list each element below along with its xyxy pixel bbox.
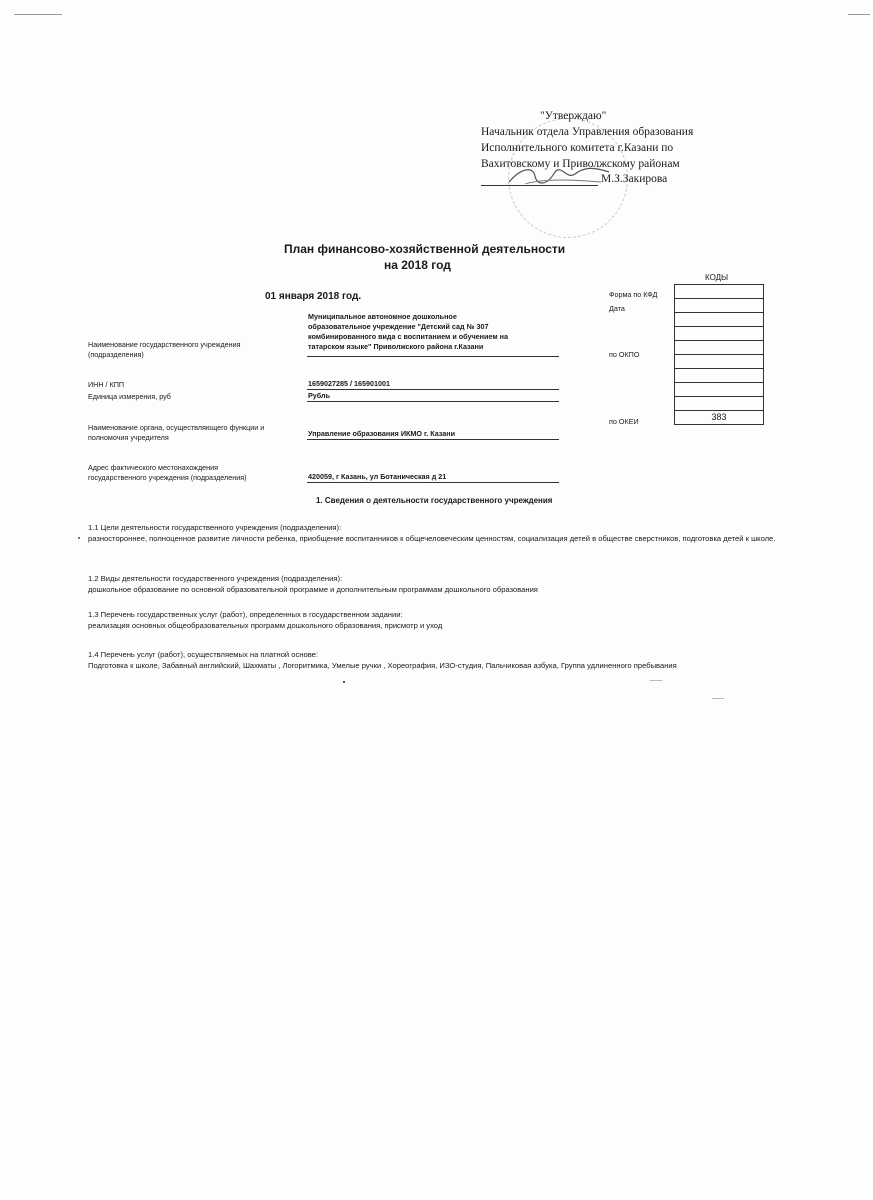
institution-name: татарском языке" Приволжского района г.Казани bbox=[308, 342, 484, 351]
code-date bbox=[675, 299, 764, 313]
section-heading: 1.4 Перечень услуг (работ), осуществляемых на платной основе: bbox=[88, 650, 318, 659]
codes-header: КОДЫ bbox=[705, 273, 729, 282]
founder-label: Наименование органа, осуществляющего функции и bbox=[88, 423, 265, 432]
signer-name: М.З.Закирова bbox=[601, 173, 668, 185]
section-1-3 bbox=[88, 610, 788, 631]
section-title: 1. Сведения о деятельности государственного учреждения bbox=[316, 496, 553, 505]
approval-line: Исполнительного комитета г.Казани по bbox=[481, 142, 674, 154]
scan-edge-mark bbox=[14, 14, 62, 15]
section-text: реализация основных общеобразовательных программ дошкольного образования, присмотр и уход bbox=[88, 620, 443, 630]
institution-name: образовательное учреждение "Детский сад № 307 bbox=[308, 322, 489, 331]
section-1-4 bbox=[88, 650, 788, 671]
institution-label: Наименование государственного учреждения bbox=[88, 340, 241, 349]
address-value: 420059, г Казань, ул Ботаническая д 21 bbox=[308, 472, 447, 481]
founder-value: Управление образования ИКМО г. Казани bbox=[308, 429, 456, 438]
section-text: Подготовка к школе, Забавный английский, Шахматы , Логоритмика, Умелые ручки , Хореография, ИЗО-студия, Пальчиковая азбука, Группа удлиненного пребывания bbox=[88, 660, 677, 670]
section-heading: 1.1 Цели деятельности государственного учреждения (подразделения): bbox=[88, 523, 342, 532]
code-blank bbox=[675, 369, 764, 383]
okpo-label: по ОКПО bbox=[609, 350, 640, 359]
page-title: План финансово-хозяйственной деятельности bbox=[284, 242, 566, 256]
code-blank bbox=[675, 327, 764, 341]
unit-value: Рубль bbox=[308, 391, 331, 400]
section-text: разностороннее, полноценное развитие личности ребенка, приобщение воспитанников к общечеловеческим ценностям, социализация детей в обществе сверстников, подготовка детей к школе. bbox=[88, 533, 776, 543]
code-okpo bbox=[675, 341, 764, 355]
okei-label: по ОКЕИ bbox=[609, 417, 639, 426]
section-1-2 bbox=[88, 574, 788, 595]
code-okei: 383 bbox=[675, 411, 764, 425]
codes-table bbox=[674, 284, 764, 425]
approval-heading: "Утверждаю" bbox=[540, 110, 607, 122]
inn-value: 1659027285 / 165901001 bbox=[308, 379, 390, 388]
form-label: Форма по КФД bbox=[609, 290, 658, 299]
address-label: Адрес фактического местонахождения bbox=[88, 463, 219, 472]
code-blank bbox=[675, 397, 764, 411]
scan-speck bbox=[343, 681, 345, 683]
scan-edge-mark bbox=[650, 680, 662, 681]
code-blank bbox=[675, 383, 764, 397]
scan-edge-mark bbox=[848, 14, 870, 15]
code-blank bbox=[675, 313, 764, 327]
field-underline bbox=[307, 389, 559, 390]
founder-label: полномочия учредителя bbox=[88, 433, 169, 442]
approval-line: Вахитовскому и Приволжскому районам bbox=[481, 158, 680, 170]
section-heading: 1.3 Перечень государственных услуг (работ), определенных в государственном задании: bbox=[88, 610, 403, 619]
signature bbox=[505, 160, 615, 190]
code-blank bbox=[675, 355, 764, 369]
field-underline bbox=[307, 439, 559, 440]
section-text: дошкольное образование по основной образовательной программе и дополнительным программам дошкольного образования bbox=[88, 584, 538, 594]
field-underline bbox=[307, 482, 559, 483]
scan-speck bbox=[78, 537, 80, 539]
section-heading: 1.2 Виды деятельности государственного учреждения (подразделения): bbox=[88, 574, 343, 583]
approval-line: Начальник отдела Управления образования bbox=[481, 126, 694, 138]
institution-name: комбинированного вида с воспитанием и обучением на bbox=[308, 332, 508, 341]
unit-label: Единица измерения, руб bbox=[88, 392, 171, 401]
inn-label: ИНН / КПП bbox=[88, 380, 125, 389]
institution-name: Муниципальное автономное дошкольное bbox=[308, 312, 457, 321]
field-underline bbox=[307, 356, 559, 357]
scan-edge-mark bbox=[712, 698, 724, 699]
date-label: Дата bbox=[609, 304, 625, 313]
document-date: 01 января 2018 год. bbox=[265, 291, 362, 302]
section-1-1 bbox=[88, 523, 788, 544]
page-subtitle: на 2018 год bbox=[384, 258, 451, 272]
code-form bbox=[675, 285, 764, 299]
field-underline bbox=[307, 401, 559, 402]
institution-label: (подразделения) bbox=[88, 350, 144, 359]
address-label: государственного учреждения (подразделения) bbox=[88, 473, 247, 482]
